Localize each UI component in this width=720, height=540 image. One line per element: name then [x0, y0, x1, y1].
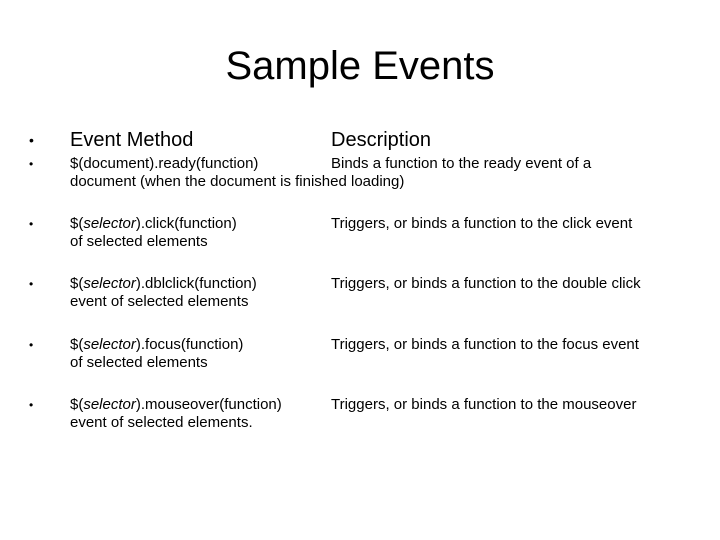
method-prefix: $(	[70, 336, 84, 353]
event-method-continuation: event of selected elements	[70, 293, 249, 310]
event-description: Triggers, or binds a function to the mouseover	[331, 396, 637, 413]
event-description-continuation: document (when the document is finished loading)	[70, 173, 405, 190]
event-method: $(document).ready(function)	[70, 155, 259, 172]
event-description: Triggers, or binds a function to the double click	[331, 275, 641, 292]
event-method-continuation: of selected elements	[70, 233, 208, 250]
method-selector: selector	[83, 275, 136, 292]
bullet: •	[29, 277, 34, 291]
event-description: Triggers, or binds a function to the click event	[331, 215, 633, 232]
header-row	[0, 128, 720, 152]
header-event-method: Event Method	[70, 129, 194, 151]
event-method	[70, 336, 243, 354]
header-description: Description	[331, 129, 432, 151]
bullet: •	[29, 132, 34, 148]
method-selector: selector	[83, 215, 136, 232]
event-method	[70, 396, 282, 414]
event-method	[70, 275, 257, 293]
method-name: ).focus(function)	[135, 336, 244, 353]
bullet: •	[29, 398, 34, 412]
event-description: Binds a function to the ready event of a	[331, 155, 592, 172]
event-method-continuation: of selected elements	[70, 354, 208, 371]
bullet: •	[29, 338, 34, 352]
list-item	[0, 396, 720, 434]
method-selector: selector	[83, 336, 136, 353]
bullet: •	[29, 217, 34, 231]
bullet: •	[29, 157, 34, 171]
list-item	[0, 275, 720, 313]
method-name: ).click(function)	[135, 215, 237, 232]
method-selector: selector	[83, 396, 136, 413]
event-method	[70, 215, 237, 233]
method-name: ).mouseover(function)	[135, 396, 282, 413]
list-item	[0, 155, 720, 193]
method-name: ).dblclick(function)	[135, 275, 257, 292]
method-prefix: $(	[70, 396, 84, 413]
method-prefix: $(	[70, 215, 84, 232]
slide-title: Sample Events	[225, 44, 495, 88]
event-method-continuation: event of selected elements.	[70, 414, 253, 431]
method-prefix: $(	[70, 275, 84, 292]
list-item	[0, 215, 720, 253]
event-description: Triggers, or binds a function to the focus event	[331, 336, 639, 353]
list-item	[0, 336, 720, 374]
